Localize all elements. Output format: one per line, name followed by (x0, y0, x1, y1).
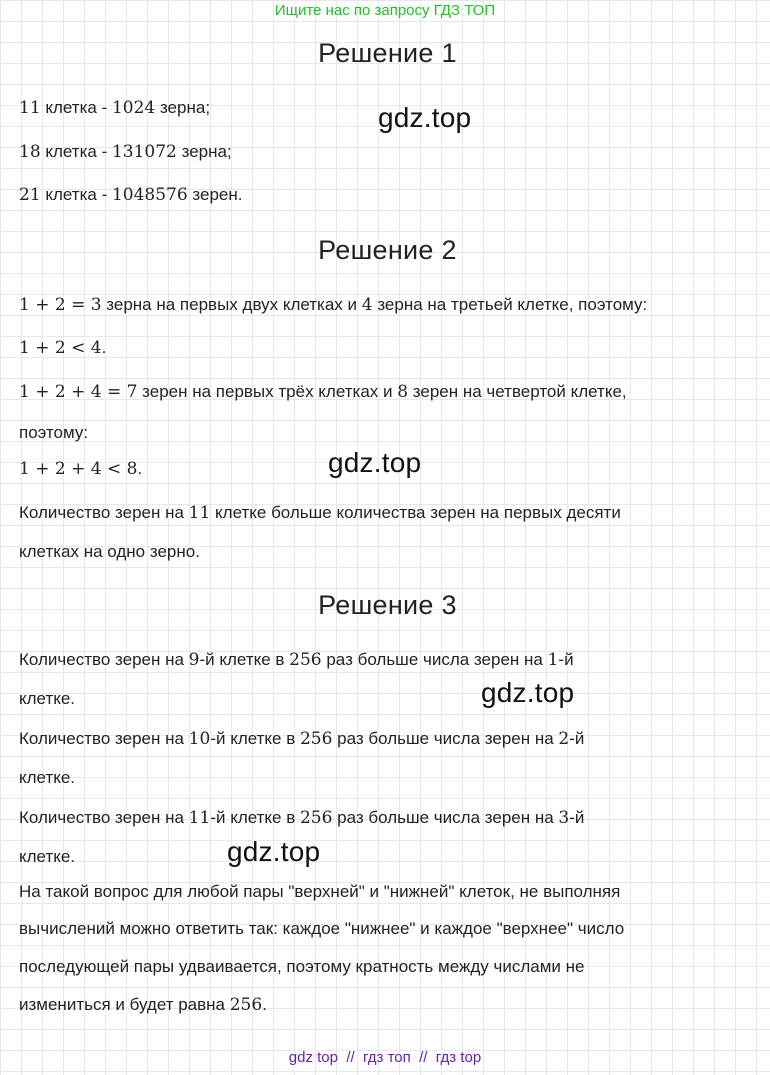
number: 8 (397, 382, 409, 402)
solution-3-item-1-cont: клетке. (19, 689, 76, 708)
number: 256 (299, 808, 333, 828)
solution-3-title: Решение 3 (318, 590, 457, 620)
solution-2-title: Решение 2 (318, 235, 457, 265)
number: 1 (547, 650, 559, 670)
text: зерна; (155, 98, 211, 117)
text: зерна на первых двух клетках и (101, 295, 362, 314)
text: зерна на третьей клетке, поэтому: (372, 295, 648, 314)
number: 3 (558, 808, 570, 828)
watermark: gdz.top (378, 102, 472, 133)
text: раз больше числа зерен на (332, 729, 559, 748)
text: Количество зерен на (19, 808, 189, 827)
solution-3-item-3-cont: клетке. (19, 847, 76, 866)
watermark: gdz.top (328, 447, 422, 478)
grain-count: 1024 (111, 98, 156, 118)
text: клетка - (40, 142, 112, 161)
solution-2-line-4: поэтому: (19, 423, 89, 442)
solution-3-item-2 (19, 729, 584, 749)
number: 11 (188, 808, 211, 828)
cell-number: 21 (19, 185, 41, 205)
solution-3-para-line-1: На такой вопрос для любой пары "верхней" и "нижней" клеток, не выполняя (19, 882, 621, 901)
number: 4 (361, 295, 373, 315)
text: . (101, 338, 107, 357)
text: -й (569, 808, 585, 827)
text: Количество зерен на (19, 503, 189, 522)
solution-2-line-2 (19, 338, 106, 358)
solution-3-para-line-2: вычислений можно ответить так: каждое "нижнее" и каждое "верхнее" число (19, 919, 625, 938)
cell-number: 11 (19, 98, 41, 118)
text: -й клетке в (210, 729, 300, 748)
text: . (137, 459, 143, 478)
solution-3-item-2-cont: клетке. (19, 768, 76, 787)
solution-1-line-3 (19, 185, 243, 205)
solution-2-line-3 (19, 382, 627, 402)
search-banner: Ищите нас по запросу ГДЗ ТОП (274, 2, 496, 19)
text: зерен на четвертой клетке, (408, 382, 627, 401)
equation: 1 + 2 + 4 = 7 (19, 382, 138, 402)
text: Количество зерен на (19, 650, 189, 669)
text: измениться и будет равна (19, 995, 230, 1014)
solution-2-line-1 (19, 295, 647, 315)
text: -й (558, 650, 574, 669)
solution-2-line-5 (19, 459, 142, 479)
number: 2 (558, 729, 570, 749)
text: зерен. (187, 185, 243, 204)
footer-links[interactable]: gdz top // гдз топ // гдз top (288, 1049, 482, 1066)
text: Количество зерен на (19, 729, 189, 748)
text: зерен на первых трёх клетках и (137, 382, 398, 401)
solution-3-item-1 (19, 650, 574, 670)
number: 10 (188, 729, 211, 749)
number: 11 (188, 503, 211, 523)
solution-1-line-2 (19, 142, 232, 162)
equation: 1 + 2 = 3 (19, 295, 102, 315)
number: 256 (229, 995, 263, 1015)
solution-3-item-3 (19, 808, 584, 828)
text: раз больше числа зерен на (321, 650, 548, 669)
solution-2-line-7: клетках на одно зерно. (19, 542, 200, 561)
number: 256 (299, 729, 333, 749)
text: зерна; (176, 142, 232, 161)
grain-count: 131072 (111, 142, 177, 162)
solution-3-para-line-4 (19, 995, 267, 1015)
text: -й клетке в (210, 808, 300, 827)
solution-1-title: Решение 1 (318, 38, 457, 68)
solution-3-para-line-3: последующей пары удваивается, поэтому кратность между числами не (19, 957, 585, 976)
watermark: gdz.top (481, 677, 575, 708)
solution-1-line-1 (19, 98, 210, 118)
text: клетке больше количества зерен на первых десяти (210, 503, 621, 522)
text: клетка - (40, 185, 112, 204)
number: 9 (188, 650, 200, 670)
watermark: gdz.top (227, 836, 321, 867)
inequality: 1 + 2 + 4 < 8 (19, 459, 138, 479)
text: -й клетке в (199, 650, 290, 669)
grain-count: 1048576 (111, 185, 188, 205)
inequality: 1 + 2 < 4 (19, 338, 102, 358)
text: раз больше числа зерен на (332, 808, 559, 827)
text: -й (569, 729, 585, 748)
text: . (262, 995, 267, 1014)
number: 256 (289, 650, 322, 670)
text: клетка - (40, 98, 112, 117)
solution-2-line-6 (19, 503, 621, 523)
cell-number: 18 (19, 142, 41, 162)
